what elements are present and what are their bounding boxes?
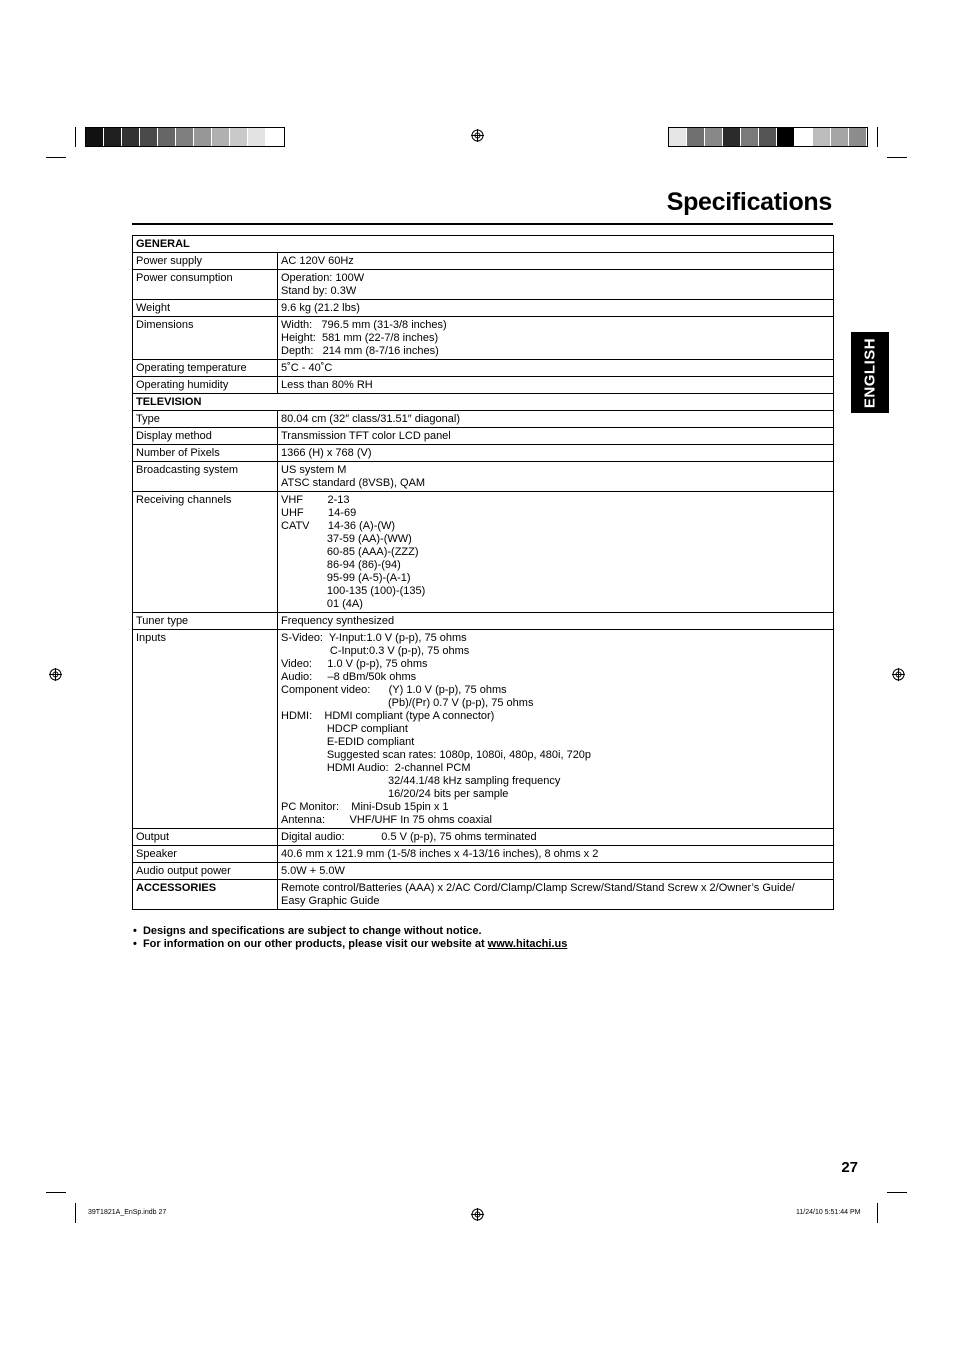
spec-value-line: Operation: 100W <box>281 272 365 284</box>
color-bars-right <box>668 127 868 147</box>
website-link[interactable]: www.hitachi.us <box>487 938 568 950</box>
language-tab-label: ENGLISH <box>861 337 879 408</box>
spec-label: Power supply <box>133 253 278 270</box>
crop-mark <box>877 127 878 147</box>
spec-value-line: 01 (4A) <box>281 598 363 610</box>
color-swatch <box>158 128 176 146</box>
title-rule <box>132 223 833 225</box>
spec-label: Number of Pixels <box>133 445 278 462</box>
spec-label: Speaker <box>133 846 278 863</box>
color-swatch <box>831 128 849 146</box>
color-swatch <box>669 128 687 146</box>
spec-label: Type <box>133 411 278 428</box>
spec-row <box>133 846 834 863</box>
spec-value-line: Digital audio: 0.5 V (p-p), 75 ohms terminated <box>281 831 537 843</box>
crop-mark <box>887 1192 907 1193</box>
spec-value-line: 60-85 (AAA)-(ZZZ) <box>281 546 419 558</box>
spec-row <box>133 428 834 445</box>
spec-value-line: Stand by: 0.3W <box>281 285 357 297</box>
spec-row <box>133 270 834 300</box>
spec-value <box>278 253 834 270</box>
spec-value-line: UHF 14-69 <box>281 507 357 519</box>
spec-label: Operating humidity <box>133 377 278 394</box>
spec-label: Broadcasting system <box>133 462 278 492</box>
crop-mark <box>46 157 66 158</box>
color-swatch <box>813 128 831 146</box>
spec-value-line: ATSC standard (8VSB), QAM <box>281 477 426 489</box>
spec-label: Inputs <box>133 630 278 829</box>
spec-value <box>278 300 834 317</box>
spec-value-line: C-Input:0.3 V (p-p), 75 ohms <box>281 645 470 657</box>
spec-value-line: 100-135 (100)-(135) <box>281 585 426 597</box>
spec-value-line: 37-59 (AA)-(WW) <box>281 533 412 545</box>
spec-value <box>278 863 834 880</box>
spec-value-line: HDMI Audio: 2-channel PCM <box>281 762 471 774</box>
spec-label: Display method <box>133 428 278 445</box>
color-swatch <box>122 128 140 146</box>
spec-value-line: 86-94 (86)-(94) <box>281 559 401 571</box>
note-designs: • Designs and specifications are subject to change without notice. <box>133 925 482 937</box>
spec-row <box>133 317 834 360</box>
spec-value-line: CATV 14-36 (A)-(W) <box>281 520 396 532</box>
spec-value <box>278 317 834 360</box>
spec-value-line: HDCP compliant <box>281 723 408 735</box>
spec-value-line: Suggested scan rates: 1080p, 1080i, 480p, 480i, 720p <box>281 749 592 761</box>
spec-value-line: 95-99 (A-5)-(A-1) <box>281 572 411 584</box>
registration-mark-icon <box>892 668 905 681</box>
spec-label: Output <box>133 829 278 846</box>
color-swatch <box>176 128 194 146</box>
color-swatch <box>705 128 723 146</box>
spec-value <box>278 492 834 613</box>
spec-label: Receiving channels <box>133 492 278 613</box>
spec-value <box>278 428 834 445</box>
spec-value <box>278 880 834 910</box>
notes <box>133 925 567 951</box>
spec-row <box>133 492 834 613</box>
footer-file: 39T1821A_EnSp.indb 27 <box>88 1209 167 1216</box>
spec-value <box>278 270 834 300</box>
crop-mark <box>75 127 76 147</box>
spec-value-line: 5.0W + 5.0W <box>281 865 345 877</box>
spec-value-line: Height: 581 mm (22-7/8 inches) <box>281 332 439 344</box>
spec-value <box>278 411 834 428</box>
spec-row <box>133 863 834 880</box>
spec-value <box>278 846 834 863</box>
spec-label: ACCESSORIES <box>133 880 278 910</box>
spec-value-line: Depth: 214 mm (8-7/16 inches) <box>281 345 439 357</box>
spec-value-line: 1366 (H) x 768 (V) <box>281 447 372 459</box>
color-swatch <box>687 128 705 146</box>
spec-value-line: Component video: (Y) 1.0 V (p-p), 75 ohms <box>281 684 507 696</box>
color-swatch <box>86 128 104 146</box>
spec-label: Audio output power <box>133 863 278 880</box>
spec-label: Weight <box>133 300 278 317</box>
page-title: Specifications <box>666 188 832 216</box>
spec-value-line: 32/44.1/48 kHz sampling frequency <box>281 775 561 787</box>
spec-value <box>278 377 834 394</box>
spec-value-line: Frequency synthesized <box>281 615 395 627</box>
spec-row <box>133 462 834 492</box>
color-swatch <box>741 128 759 146</box>
spec-value-line: E-EDID compliant <box>281 736 415 748</box>
language-tab <box>851 332 889 413</box>
crop-mark <box>75 1203 76 1223</box>
spec-row <box>133 880 834 910</box>
color-swatch <box>795 128 813 146</box>
section-row <box>133 236 834 253</box>
registration-mark-icon <box>49 668 62 681</box>
section-row <box>133 394 834 411</box>
section-heading: TELEVISION <box>133 394 834 411</box>
spec-value-line: US system M <box>281 464 347 476</box>
spec-row <box>133 360 834 377</box>
spec-value <box>278 829 834 846</box>
note-website <box>133 938 567 951</box>
crop-mark <box>46 1192 66 1193</box>
spec-value-line: 80.04 cm (32″ class/31.51″ diagonal) <box>281 413 461 425</box>
spec-value-line: Remote control/Batteries (AAA) x 2/AC Cord/Clamp/Clamp Screw/Stand/Stand Screw x 2/Owner’s Guide/ <box>281 882 795 894</box>
color-swatch <box>266 128 284 146</box>
note-website-text: • For information on our other products, please visit our website at <box>133 938 488 950</box>
registration-mark-icon <box>471 1208 484 1221</box>
spec-row <box>133 411 834 428</box>
spec-value-line: 9.6 kg (21.2 lbs) <box>281 302 360 314</box>
spec-value-line: Video: 1.0 V (p-p), 75 ohms <box>281 658 428 670</box>
crop-mark <box>877 1203 878 1223</box>
color-swatch <box>248 128 266 146</box>
spec-row <box>133 253 834 270</box>
color-swatch <box>777 128 795 146</box>
spec-value <box>278 613 834 630</box>
spec-value-line: HDMI: HDMI compliant (type A connector) <box>281 710 495 722</box>
spec-value-line: VHF 2-13 <box>281 494 350 506</box>
spec-value-line: Width: 796.5 mm (31-3/8 inches) <box>281 319 447 331</box>
spec-value-line: 16/20/24 bits per sample <box>281 788 509 800</box>
spec-value <box>278 445 834 462</box>
spec-label: Tuner type <box>133 613 278 630</box>
color-swatch <box>212 128 230 146</box>
spec-row <box>133 829 834 846</box>
spec-value-line: S-Video: Y-Input:1.0 V (p-p), 75 ohms <box>281 632 467 644</box>
registration-mark-icon <box>471 129 484 142</box>
spec-label: Operating temperature <box>133 360 278 377</box>
color-swatch <box>759 128 777 146</box>
spec-value <box>278 360 834 377</box>
spec-value-line: (Pb)/(Pr) 0.7 V (p-p), 75 ohms <box>281 697 534 709</box>
section-heading: GENERAL <box>133 236 834 253</box>
spec-value-line: PC Monitor: Mini-Dsub 15pin x 1 <box>281 801 449 813</box>
page-number: 27 <box>841 1159 858 1176</box>
color-bars-left <box>85 127 285 147</box>
crop-mark <box>887 157 907 158</box>
spec-row <box>133 300 834 317</box>
spec-value-line: Transmission TFT color LCD panel <box>281 430 451 442</box>
spec-value-line: 5˚C - 40˚C <box>281 362 333 374</box>
color-swatch <box>723 128 741 146</box>
spec-label: Dimensions <box>133 317 278 360</box>
spec-row <box>133 377 834 394</box>
color-swatch <box>230 128 248 146</box>
spec-row <box>133 630 834 829</box>
spec-value <box>278 630 834 829</box>
color-swatch <box>104 128 122 146</box>
specifications-table <box>132 235 834 910</box>
spec-row <box>133 445 834 462</box>
spec-value-line: 40.6 mm x 121.9 mm (1-5/8 inches x 4-13/16 inches), 8 ohms x 2 <box>281 848 599 860</box>
spec-value <box>278 462 834 492</box>
color-swatch <box>194 128 212 146</box>
color-swatch <box>140 128 158 146</box>
spec-value-line: Less than 80% RH <box>281 379 373 391</box>
spec-label: Power consumption <box>133 270 278 300</box>
spec-value-line: Antenna: VHF/UHF In 75 ohms coaxial <box>281 814 492 826</box>
footer-timestamp: 11/24/10 5:51:44 PM <box>796 1209 861 1216</box>
spec-value-line: Audio: –8 dBm/50k ohms <box>281 671 417 683</box>
spec-value-line: Easy Graphic Guide <box>281 895 380 907</box>
spec-value-line: AC 120V 60Hz <box>281 255 354 267</box>
color-swatch <box>849 128 867 146</box>
spec-row <box>133 613 834 630</box>
